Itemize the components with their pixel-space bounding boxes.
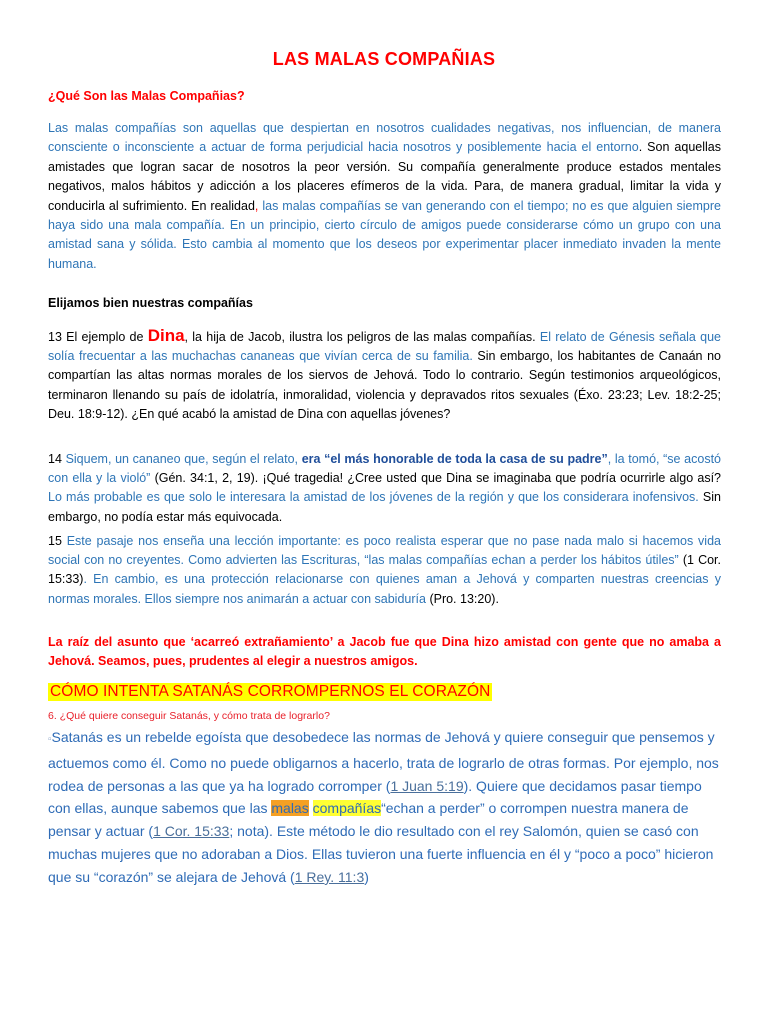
intro-paragraph bbox=[48, 119, 721, 274]
intro-blue-text: Las malas compañías son aquellas que despiertan en nosotros cualidades negativas, nos influencian, de manera consciente o inconsciente a actuar de forma perjudicial hacia nosotros y posiblemente hacia el entorno bbox=[48, 121, 721, 155]
p6-text-5: ) bbox=[364, 868, 369, 885]
satan-section-heading: CÓMO INTENTA SATANÁS CORROMPERNOS EL CORAZÓN bbox=[50, 683, 491, 700]
reference-link-1-rey[interactable]: 1 Rey. 11:3 bbox=[294, 868, 365, 885]
intro-red-comma: , bbox=[254, 198, 259, 213]
highlight-malas: malas bbox=[271, 800, 309, 817]
intro-black-text: . Son aquellas amistades que logran sacar de nosotros la peor versión. Su compañía generalmente produce estados mentales negativos, malos hábitos y adicción a los placeres efímeros de la vida. Para, de manera gradual, limitar la vida y conducirla al sufrimiento. En realidad bbox=[48, 140, 721, 213]
p13-blue: El relato de Génesis señala que solía frecuentar a las muchachas cananeas que vivían cerca de su familia. bbox=[48, 330, 721, 364]
paragraph-15 bbox=[48, 532, 721, 609]
paragraph-bullet-icon: ▫ bbox=[48, 734, 52, 745]
p15-black-2: (Pro. 13:20). bbox=[425, 591, 499, 606]
conclusion-paragraph: La raíz del asunto que ‘acarreó extrañamiento’ a Jacob fue que Dina hizo amistad con gente que no amaba a Jehová. Seamos, pues, prudentes al elegir a nuestros amigos. bbox=[48, 635, 721, 669]
reference-link-1-cor[interactable]: 1 Cor. 15:33 bbox=[153, 823, 230, 840]
p14-bold-quote: era “el más honorable de toda la casa de su padre” bbox=[301, 452, 608, 466]
p6-text-2: ). Quiere que decidamos pasar tiempo con ellas, aunque sabemos que las bbox=[48, 777, 702, 817]
p13-black-1: , la hija de Jacob, ilustra los peligros de las malas compañías. bbox=[184, 330, 540, 344]
p6-text-1: Satanás es un rebelde egoísta que desobedece las normas de Jehová y quiere conseguir que pensemos y actuemos como él. Como no puede obligarnos a hacerlo, trata de lograrlo de otras formas. Por ejemplo, nos rodea de personas a las que ya ha logrado corromper ( bbox=[48, 729, 719, 794]
subtitle-question: ¿Qué Son las Malas Compañias? bbox=[48, 89, 245, 103]
p13-black-2: Sin embargo, los habitantes de Canaán no compartían las altas normas morales de los siervos de Jehová. Todo lo contrario. Según testimonios arqueológicos, terminaron llenando su país de idolatría, inmoralidad, violencia y depravados ritos sexuales (Éxo. 23:23; Lev. 18:2-25; Deu. 18:9-12). ¿En qué acabó la amistad de Dina con aquellas jóvenes? bbox=[48, 349, 721, 421]
p15-black-1: (1 Cor. 15:33) bbox=[48, 553, 721, 587]
paragraph-13 bbox=[48, 326, 721, 424]
p15-blue-2: . En cambio, es una protección relacionarse con quienes aman a Jehová y comparten nuestras creencias y normas morales. Ellos siempre nos animarán a actuar con sabiduría bbox=[48, 572, 721, 606]
p14-blue-2: , la tomó, “se acostó con ella y la violó” bbox=[48, 452, 721, 486]
p6-text-3: “echan a perder” o corrompen nuestra manera de pensar y actuar ( bbox=[48, 800, 689, 840]
page-title: LAS MALAS COMPAÑIAS bbox=[272, 49, 496, 69]
section-heading-elijamos: Elijamos bien nuestras compañías bbox=[48, 296, 253, 310]
highlight-companias: compañías bbox=[312, 800, 382, 817]
paragraph-14 bbox=[48, 450, 721, 527]
reference-link-1-juan[interactable]: 1 Juan 5:19 bbox=[390, 777, 464, 794]
p14-blue-3: Lo más probable es que solo le interesara la amistad de los jóvenes de la región y que los considerara inofensivos. bbox=[48, 490, 699, 505]
p13-dina: Dina bbox=[147, 326, 185, 345]
paragraph-6 bbox=[48, 726, 728, 889]
p13-lead: 13 El ejemplo de bbox=[48, 330, 148, 344]
p14-black-2: Sin embargo, no podía estar más equivocada. bbox=[48, 490, 722, 524]
p14-blue-1: Siquem, un cananeo que, según el relato, bbox=[65, 452, 302, 466]
p14-black-1: (Gén. 34:1, 2, 19). ¡Qué tragedia! ¿Cree usted que Dina se imaginaba que podría ocurrirle algo así? bbox=[150, 471, 721, 486]
p14-num: 14 bbox=[48, 452, 66, 466]
p15-num: 15 bbox=[48, 534, 67, 548]
intro-blue-text-2: las malas compañías se van generando con el tiempo; no es que alguien siempre haya sido una mala compañía. En un principio, cierto círculo de amigos puede considerarse cómo un grupo con una amistad sana y sólida. Esto cambia al momento que los deseos por experimentar placer inmediato invaden la mente humana. bbox=[48, 198, 721, 271]
p15-blue-1: Este pasaje nos enseña una lección importante: es poco realista esperar que no pase nada malo si hacemos vida social con no creyentes. Como advierten las Escrituras, “las malas compañías echan a perder los hábitos útiles” bbox=[48, 534, 721, 568]
p6-text-4: ; nota). Este método le dio resultado con el rey Salomón, quien se casó con muchas mujeres que no adoraban a Dios. Ellas tuvieron una fuerte influencia en él y “poco a poco” hicieron que su “corazón” se alejara de Jehová ( bbox=[48, 823, 714, 885]
question-6: 6. ¿Qué quiere conseguir Satanás, y cómo trata de lograrlo? bbox=[48, 710, 330, 722]
